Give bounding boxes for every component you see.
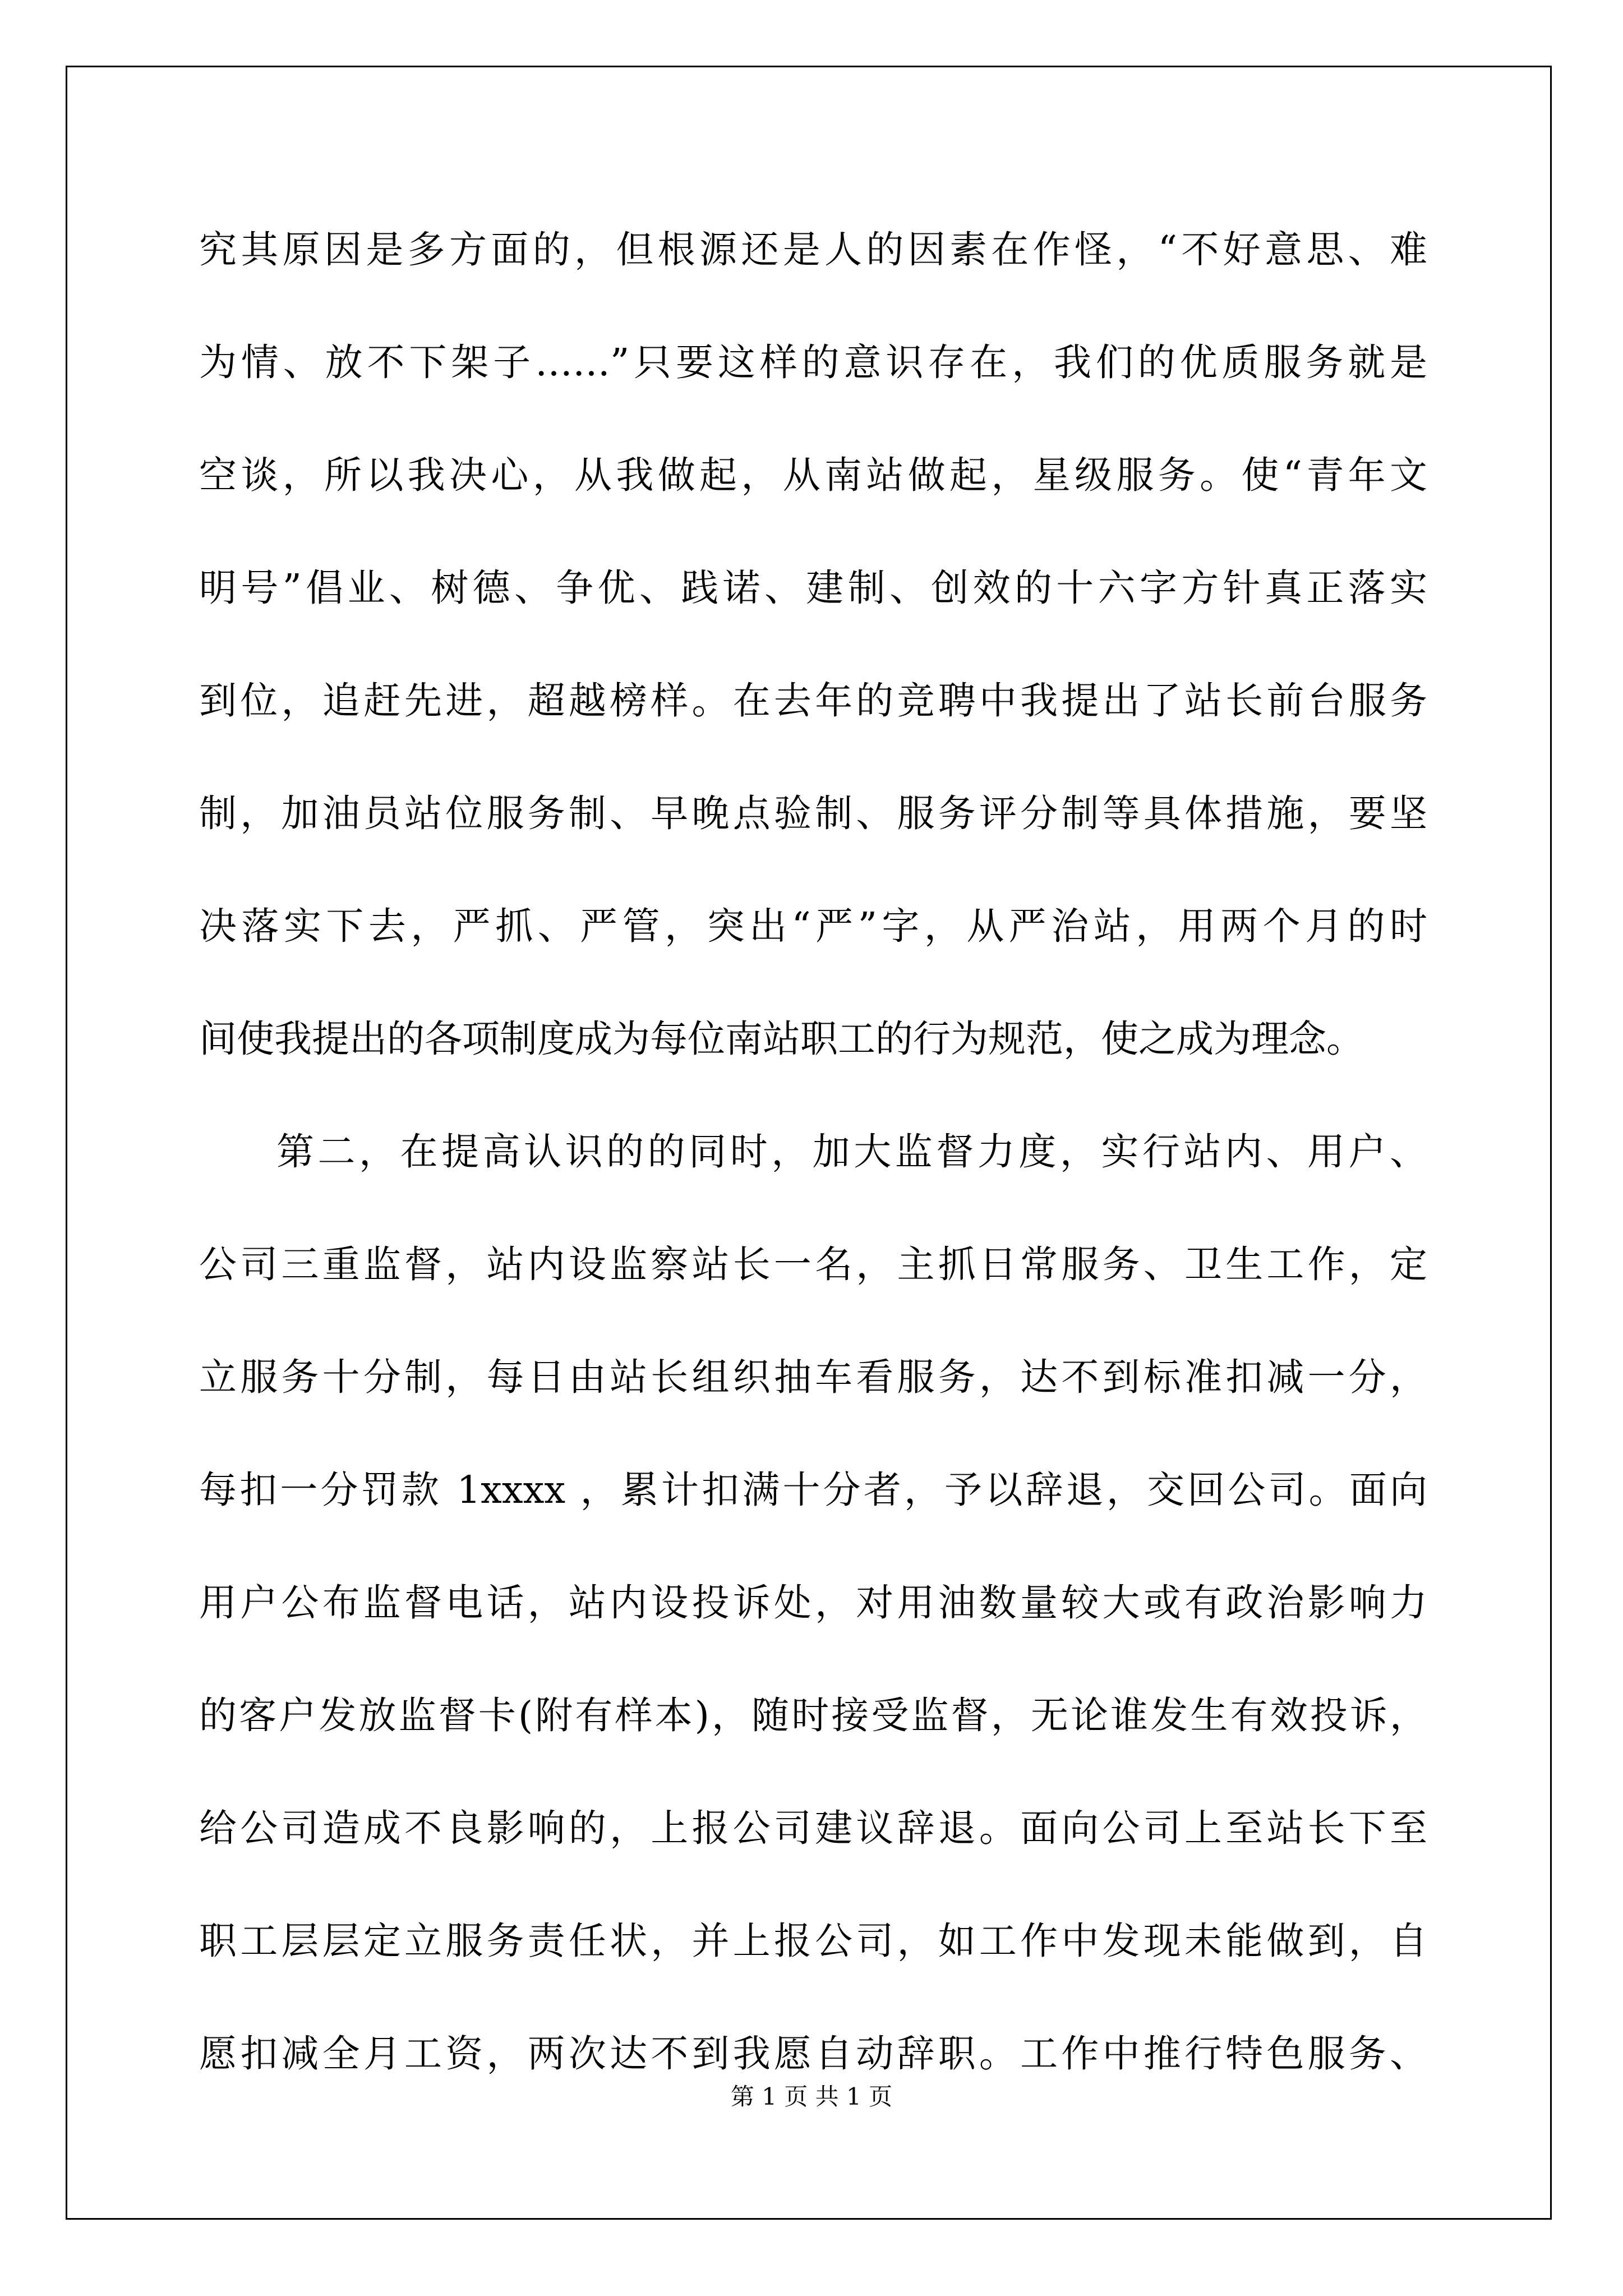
text-line: 为情、放不下架子……”只要这样的意识存在，我们的优质服务就是: [199, 341, 1427, 384]
text-line: 间使我提出的各项制度成为每位南站职工的行为规范，使之成为理念。: [199, 1017, 1364, 1061]
text-line: 给公司造成不良影响的，上报公司建议辞退。面向公司上至站长下至: [199, 1806, 1427, 1850]
text-line: 决落实下去，严抓、严管，突出“严”字，从严治站，用两个月的时: [199, 904, 1427, 948]
text-line: 空谈，所以我决心，从我做起，从南站做起，星级服务。使“青年文: [199, 453, 1427, 497]
document-body: [199, 222, 1427, 2138]
text-line: 职工层层定立服务责任状，并上报公司，如工作中发现未能做到，自: [199, 1919, 1427, 1963]
text-line: 愿扣减全月工资，两次达不到我愿自动辞职。工作中推行特色服务、: [199, 2032, 1427, 2076]
text-line: 公司三重监督，站内设监察站长一名，主抓日常服务、卫生工作，定: [199, 1243, 1427, 1286]
text-line: 立服务十分制，每日由站长组织抽车看服务，达不到标准扣减一分，: [199, 1355, 1427, 1399]
page-number-footer: 第 1 页 共 1 页: [730, 2083, 893, 2110]
text-line: 用户公布监督电话，站内设投诉处，对用油数量较大或有政治影响力: [199, 1581, 1427, 1625]
text-line: 的客户发放监督卡(附有样本)，随时接受监督，无论谁发生有效投诉，: [199, 1694, 1427, 1737]
paragraph-start-line: 第二，在提高认识的的同时，加大监督力度，实行站内、用户、: [276, 1130, 1427, 1174]
text-line: 制，加油员站位服务制、早晚点验制、服务评分制等具体措施，要坚: [199, 792, 1427, 835]
text-line: 每扣一分罚款 1xxxx ，累计扣满十分者，予以辞退，交回公司。面向: [199, 1468, 1427, 1512]
text-line: 究其原因是多方面的，但根源还是人的因素在作怪，“不好意思、难: [199, 228, 1427, 272]
text-line: 到位，追赶先进，超越榜样。在去年的竞聘中我提出了站长前台服务: [199, 679, 1427, 723]
text-line: 明号”倡业、树德、争优、践诺、建制、创效的十六字方针真正落实: [199, 566, 1427, 610]
